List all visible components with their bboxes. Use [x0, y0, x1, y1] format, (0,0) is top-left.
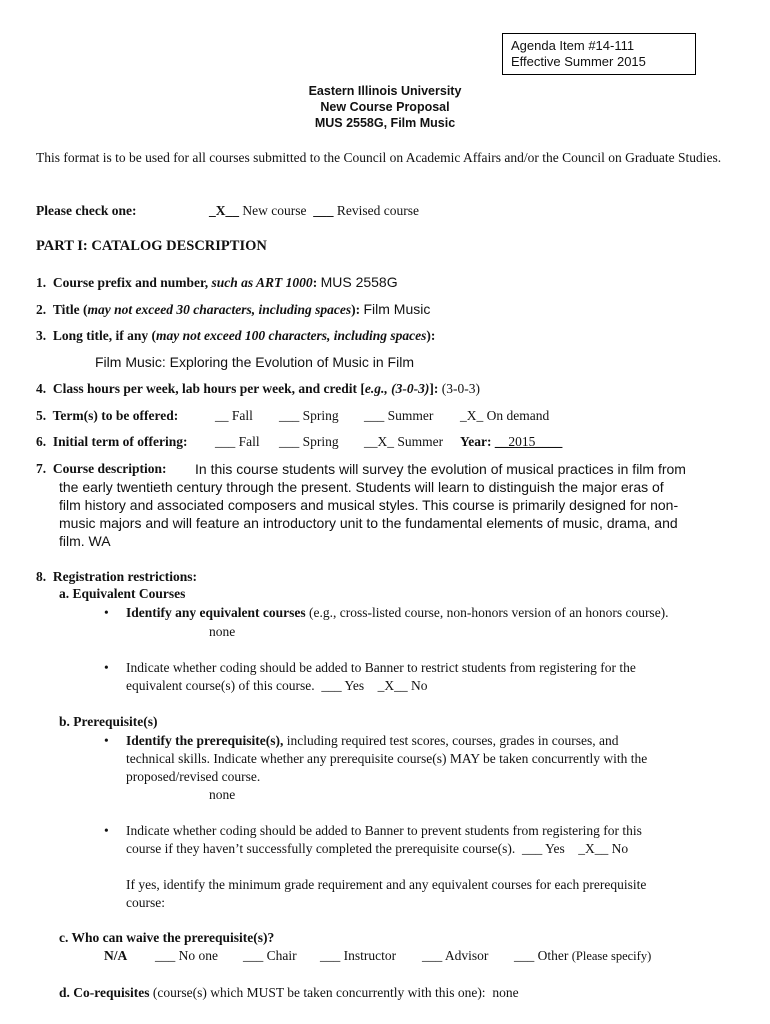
q8a1-bold: Identify any equivalent courses: [126, 605, 306, 620]
revised-course-label: Revised course: [336, 203, 419, 218]
q3-answer: Film Music: Exploring the Evolution of Music in Film: [95, 354, 414, 370]
revised-course-mark: ___: [313, 203, 334, 218]
q8-label: Registration restrictions:: [52, 569, 197, 584]
part1-heading: PART I: CATALOG DESCRIPTION: [36, 238, 267, 254]
q8a2-line2: [126, 678, 427, 694]
q3-label: Long title, if any (: [52, 328, 156, 343]
q8b-heading: b. Prerequisite(s): [59, 714, 158, 729]
q8c-na: N/A: [104, 948, 128, 963]
q4-answer: (3-0-3): [441, 381, 480, 396]
q2-end: ):: [351, 302, 361, 317]
q6-year-value: __2015____: [494, 434, 563, 449]
q3-end: ):: [426, 328, 436, 343]
q5-summer: ___ Summer: [364, 408, 434, 423]
q8b2-line2: [126, 841, 628, 857]
q8b1-line2: technical skills. Indicate whether any prerequisite course(s) MAY be taken concurrently with the: [126, 751, 648, 766]
q6-spring: ___ Spring: [279, 434, 339, 449]
new-course-label: New course: [242, 203, 307, 218]
bullet-icon: •: [104, 733, 109, 748]
q5-fall: __ Fall: [215, 408, 253, 423]
q8b1-answer: none: [209, 787, 236, 802]
bullet-icon: •: [104, 605, 109, 620]
q6-fall: ___ Fall: [215, 434, 260, 449]
q6-label: Initial term of offering:: [52, 434, 188, 449]
q8b1-bold: Identify the prerequisite(s),: [126, 733, 284, 748]
q8d-answer: none: [492, 985, 519, 1000]
q4-number: 4.: [36, 381, 47, 396]
q5-on-demand: _X_ On demand: [460, 408, 550, 423]
check-options: [209, 203, 419, 219]
question-3: [36, 328, 435, 344]
question-2: [36, 301, 430, 318]
q3-number: 3.: [36, 328, 47, 343]
q8a2-question: equivalent course(s) of this course.: [126, 678, 315, 693]
q7-desc-line5: film. WA: [59, 533, 111, 549]
q7-desc-line4: music majors and will feature an introductory unit to the fundamental elements of music, drama, and: [59, 515, 678, 531]
q8a1-text: [126, 605, 669, 621]
q4-label: Class hours per week, lab hours per week, and credit [: [52, 381, 365, 396]
q8a2-yes: ___ Yes: [321, 678, 365, 693]
q8a2-no: _X__ No: [377, 678, 428, 693]
q7-desc-line2: the early twentieth century through the present. Students will learn to distinguish the major eras of: [59, 479, 664, 495]
q8c-other-label: ___ Other: [514, 948, 569, 963]
q8c-other: [514, 948, 651, 964]
question-1: [36, 274, 398, 291]
q6-number: 6.: [36, 434, 47, 449]
q8b3-line2: course:: [126, 895, 165, 910]
course-title: MUS 2558G, Film Music: [314, 116, 456, 130]
q8b1-rest: including required test scores, courses, grades in courses, and: [286, 733, 619, 748]
q4-end: ]:: [429, 381, 439, 396]
q8d-rest: (course(s) which MUST be taken concurrently with this one):: [152, 985, 486, 1000]
q1-answer: MUS 2558G: [320, 274, 398, 290]
q4-hint: e.g., (3-0-3): [364, 381, 430, 396]
q2-hint: may not exceed 30 characters, including spaces: [87, 302, 352, 317]
bullet-icon: •: [104, 823, 109, 838]
q8a1-rest: (e.g., cross-listed course, non-honors version of an honors course).: [309, 605, 669, 620]
check-label: Please check one:: [36, 203, 137, 218]
q8a-heading: a. Equivalent Courses: [59, 586, 186, 601]
agenda-box: [502, 33, 696, 75]
q8b2-line1: Indicate whether coding should be added to Banner to prevent students from registering for this: [126, 823, 642, 838]
question-5: [36, 408, 178, 424]
q7-number: 7.: [36, 461, 47, 476]
question-7: [36, 461, 167, 477]
q2-label: Title (: [52, 302, 88, 317]
q8b2-question: course if they haven’t successfully completed the prerequisite course(s).: [126, 841, 516, 856]
q7-label: Course description:: [52, 461, 167, 476]
question-4: [36, 381, 480, 397]
q5-number: 5.: [36, 408, 47, 423]
q1-number: 1.: [36, 275, 47, 290]
q8a2-line1: Indicate whether coding should be added to Banner to restrict students from registering for the: [126, 660, 636, 675]
q6-summer: __X_ Summer: [364, 434, 444, 449]
q5-label: Term(s) to be offered:: [52, 408, 179, 423]
agenda-item: Agenda Item #14-111: [511, 38, 635, 53]
q2-number: 2.: [36, 302, 47, 317]
intro-text: This format is to be used for all courses submitted to the Council on Academic Affairs and/or the Council on Graduate Studies.: [36, 150, 722, 165]
question-8: [36, 569, 197, 585]
q5-spring: ___ Spring: [279, 408, 339, 423]
q8c-other-hint: (Please specify): [571, 949, 652, 963]
q8c-no-one: ___ No one: [155, 948, 218, 963]
new-course-mark: _X__: [209, 203, 239, 218]
q7-desc-line1: In this course students will survey the evolution of musical practices in film from: [195, 461, 686, 477]
document-header: [0, 83, 770, 131]
university-name: Eastern Illinois University: [308, 84, 462, 98]
q3-hint: may not exceed 100 characters, including spaces: [156, 328, 427, 343]
q8c-instructor: ___ Instructor: [320, 948, 397, 963]
question-6: [36, 434, 187, 450]
q8-number: 8.: [36, 569, 47, 584]
q8d-heading: d. Co-requisites: [59, 985, 150, 1000]
q7-desc-line3: film history and associated composers and musical styles. This course is primarily designed for non-: [59, 497, 679, 513]
bullet-icon: •: [104, 660, 109, 675]
q8c-chair: ___ Chair: [243, 948, 297, 963]
q1-label: Course prefix and number,: [52, 275, 209, 290]
q8b2-no: _X__ No: [578, 841, 629, 856]
q1-colon: :: [312, 275, 318, 290]
proposal-type: New Course Proposal: [320, 100, 450, 114]
q8b1-line3: proposed/revised course.: [126, 769, 261, 784]
q2-answer: Film Music: [363, 301, 431, 317]
q8b2-yes: ___ Yes: [522, 841, 565, 856]
q8c-heading: c. Who can waive the prerequisite(s)?: [59, 930, 275, 945]
q8b1-line1: [126, 733, 619, 749]
q6-year-label: Year:: [460, 434, 492, 449]
effective-date: Effective Summer 2015: [511, 54, 646, 69]
q6-year: [460, 434, 562, 450]
q8a1-answer: none: [209, 624, 236, 639]
q8d-line: [59, 985, 519, 1001]
q1-hint: such as ART 1000: [211, 275, 313, 290]
q8c-advisor: ___ Advisor: [422, 948, 489, 963]
q8b3-line1: If yes, identify the minimum grade requirement and any equivalent courses for each prerequisite: [126, 877, 647, 892]
